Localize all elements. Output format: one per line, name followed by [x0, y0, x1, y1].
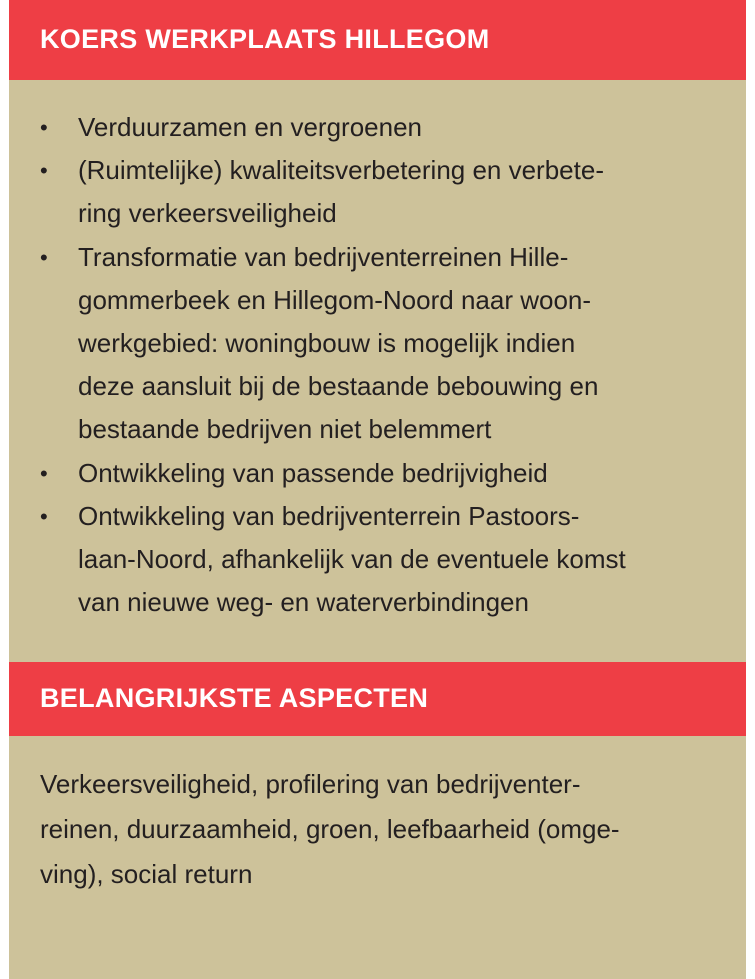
list-item-text: gommerbeek en Hillegom-Noord naar woon-: [78, 284, 592, 315]
list-item: [9, 495, 746, 625]
list-item: [9, 106, 746, 149]
info-panel: [9, 0, 746, 979]
list-item-text: ring verkeersveiligheid: [78, 198, 337, 229]
section-header-koers: [9, 0, 746, 80]
list-item-text: van nieuwe weg- en waterverbindingen: [78, 587, 529, 618]
bullet-icon: •: [40, 460, 48, 486]
list-item-text: Ontwikkeling van bedrijventerrein Pastoors-: [78, 500, 580, 531]
section-title-koers: KOERS WERKPLAATS HILLEGOM: [40, 24, 490, 54]
list-item-text: Verduurzamen en vergroenen: [78, 112, 423, 142]
koers-bullet-list: [9, 106, 746, 624]
bullet-icon: •: [40, 244, 48, 270]
list-item-text: deze aansluit bij de bestaande bebouwing en: [78, 371, 599, 402]
section-header-aspecten: [9, 662, 746, 736]
list-item: [9, 236, 746, 452]
list-item: [9, 149, 746, 235]
paragraph-line: Verkeersveiligheid, profilering van bedrijventer-: [40, 769, 581, 799]
section-title-aspecten: BELANGRIJKSTE ASPECTEN: [40, 683, 429, 713]
list-item-text: laan-Noord, afhankelijk van de eventuele komst: [78, 544, 626, 575]
list-item: [9, 452, 746, 495]
aspecten-paragraph: [40, 762, 730, 897]
list-item-text: Transformatie van bedrijventerreinen Hille-: [78, 241, 569, 272]
bullet-icon: •: [40, 158, 48, 184]
list-item-text: bestaande bedrijven niet belemmert: [78, 414, 492, 445]
bullet-icon: •: [40, 115, 48, 140]
list-item-text: Ontwikkeling van passende bedrijvigheid: [78, 457, 548, 488]
list-item-text: werkgebied: woningbouw is mogelijk indien: [78, 328, 576, 359]
bullet-icon: •: [40, 503, 48, 529]
list-item-text: (Ruimtelijke) kwaliteitsverbetering en verbete-: [78, 155, 604, 186]
paragraph-line: reinen, duurzaamheid, groen, leefbaarheid (omge-: [40, 814, 620, 844]
paragraph-line: ving), social return: [40, 859, 253, 889]
